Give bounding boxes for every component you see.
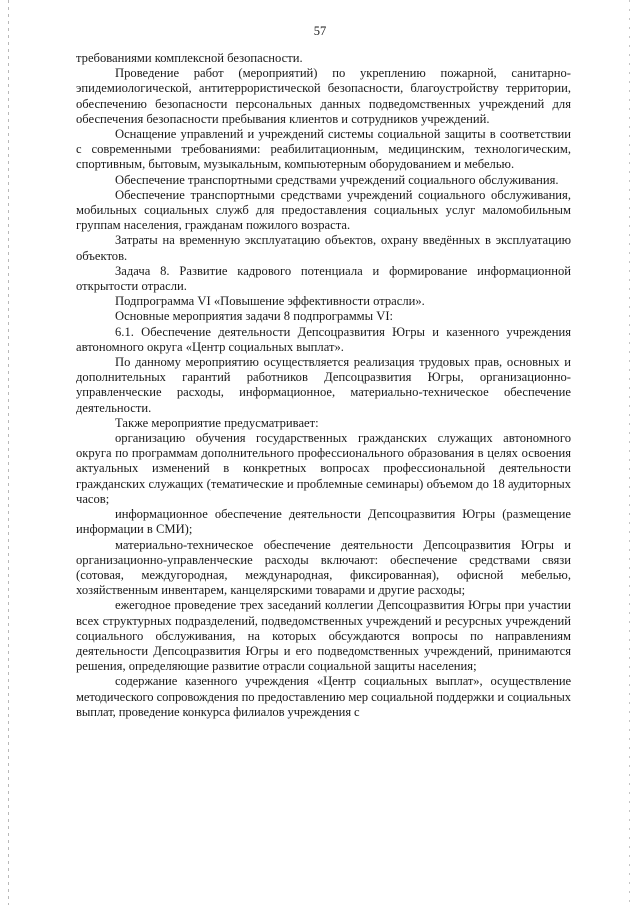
paragraph: Также мероприятие предусматривает: [115, 415, 319, 430]
paragraph: содержание казенного учреждения «Центр социальных выплат», осуществление методического сопровождения по предоставлению мер социальной поддержки и социальных выплат, проведение конкурса филиалов учреждения с [76, 674, 571, 719]
scan-edge-right [629, 0, 630, 905]
scan-edge-left [8, 0, 9, 905]
paragraph: организацию обучения государственных гражданских служащих автономного округа по программам дополнительного профессионального образования в целях освоения актуальных изменений в конкретных вопросах профессиональной деятельности гражданских служащих (тематические и проблемные семинары) объемом до 18 аудиторных часов; [76, 431, 571, 506]
paragraph: По данному мероприятию осуществляется реализация трудовых прав, основных и дополнительных гарантий работников Депсоцразвития Югры, организационно-управленческие расходы, информационное, материально-техническое обеспечение деятельности. [76, 355, 571, 415]
paragraph: материально-техническое обеспечение деятельности Депсоцразвития Югры и организационно-управленческие расходы включают: обеспечение средствами связи (сотовая, междугородная, международная, фиксированная), офисной мебелью, хозяйственным инвентарем, канцелярскими товарами и другие расходы; [76, 537, 571, 598]
paragraph: ежегодное проведение трех заседаний коллегии Депсоцразвития Югры при участии всех структурных подразделений, подведомственных учреждений и ресурсных учреждений социального обслуживания, на которых обсуждаются вопросы по направлениям деятельности Депсоцразвития Югры и его подведомственных учреждений, принимаются решения, определяющие развитие отрасли социальной защиты населения; [76, 598, 571, 674]
paragraph: Затраты на временную эксплуатацию объектов, охрану введённых в эксплуатацию объектов. [76, 233, 571, 263]
paragraph: Оснащение управлений и учреждений системы социальной защиты в соответствии с современными требованиями: реабилитационным, медицинским, технологическим, спортивным, бытовым, музыкальным, компьютерным оборудованием и мебелью. [76, 127, 571, 172]
paragraph: требованиями комплексной безопасности. [76, 51, 303, 65]
paragraph: 6.1. Обеспечение деятельности Депсоцразвития Югры и казенного учреждения автономного округа «Центр социальных выплат». [76, 324, 571, 354]
document-body [76, 51, 571, 720]
paragraph: Обеспечение транспортными средствами учреждений социального обслуживания, мобильных социальных служб для предоставления социальных услуг маломобильным группам населения, гражданам пожилого возраста. [76, 187, 571, 233]
paragraph: Подпрограмма VI «Повышение эффективности отрасли». [115, 294, 425, 309]
paragraph: информационное обеспечение деятельности Депсоцразвития Югры (размещение информации в СМИ); [76, 507, 571, 537]
page-number: 57 [313, 24, 327, 38]
paragraph: Основные мероприятия задачи 8 подпрограммы VI: [115, 309, 394, 324]
paragraph: Обеспечение транспортными средствами учреждений социального обслуживания. [115, 172, 559, 187]
paragraph: Задача 8. Развитие кадрового потенциала и формирование информационной открытости отрасли. [76, 263, 571, 294]
paragraph: Проведение работ (мероприятий) по укреплению пожарной, санитарно-эпидемиологической, антитеррористической безопасности, благоустройству территории, обеспечению безопасности персональных данных подведомственных учреждений для обеспечения безопасности пребывания клиентов и сотрудников учреждений. [76, 66, 571, 126]
